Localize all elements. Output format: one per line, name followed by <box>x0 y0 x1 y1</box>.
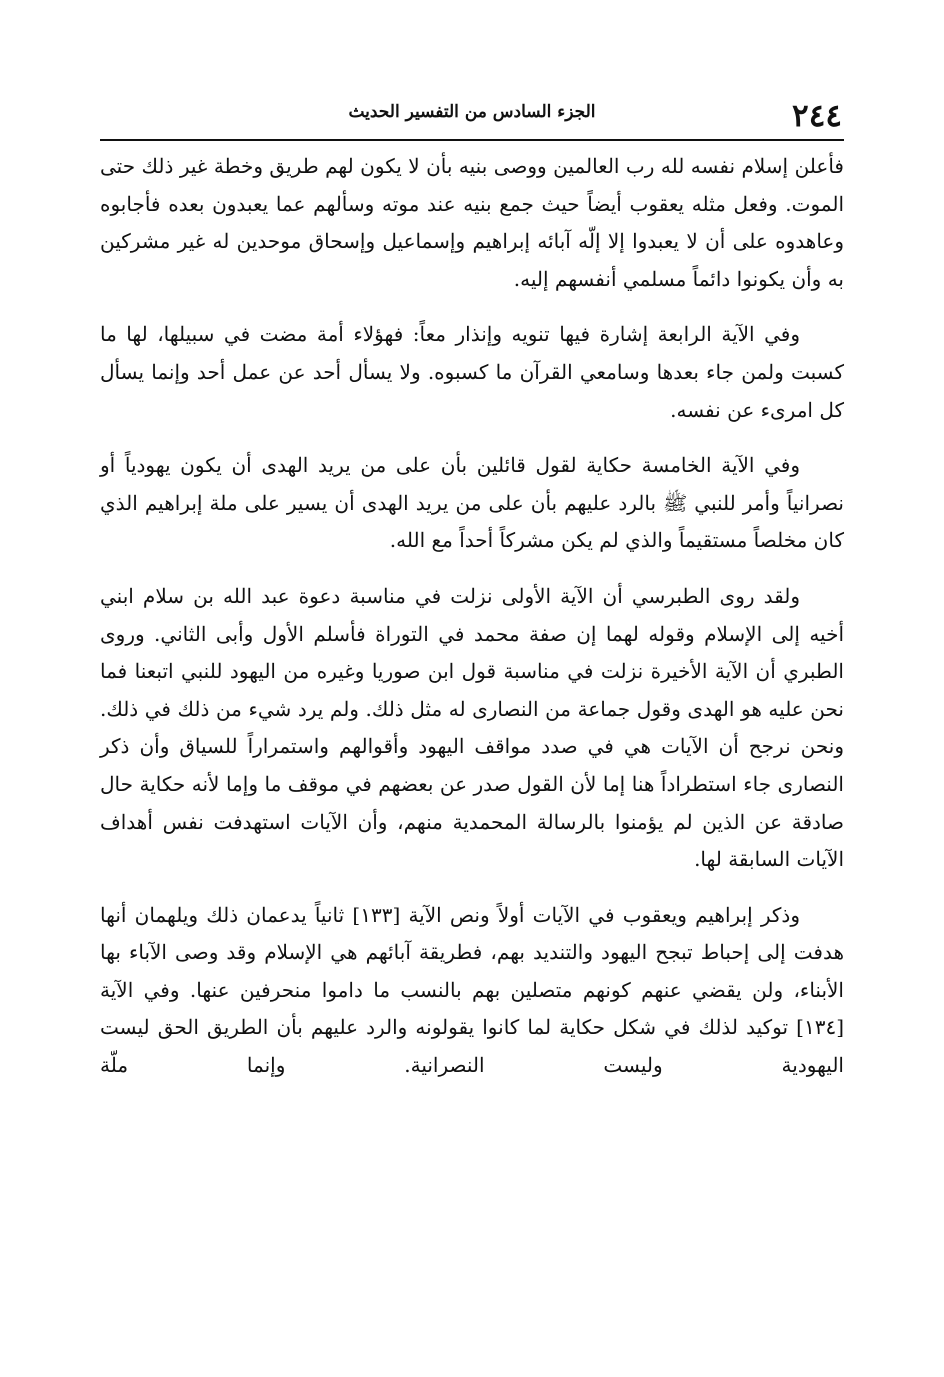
paragraph-5: وذكر إبراهيم ويعقوب في الآيات أولاً ونص الآية [١٣٣] ثانياً يدعمان ذلك ويلهمان أنها هدفت إلى إحباط تبجح اليهود والتنديد بهم، فطريقة آبائهم هي الإسلام وقد وصى الآباء بها الأبناء، ولن يقضي عنهم كونهم متصلين بهم بالنسب ما داموا منحرفين عنها. وفي الآية [١٣٤] توكيد لذلك في شكل حكاية لما كانوا يقولونه والرد عليهم بأن الطريق الحق ليست اليهودية وليست النصرانية. وإنما ملّة <box>100 902 844 1078</box>
paragraph-1: فأعلن إسلام نفسه لله رب العالمين ووصى بنيه بأن لا يكون لهم طريق وخطة غير ذلك حتى الموت. وفعل مثله يعقوب أيضاً حيث جمع بنيه عند موته وسألهم عما يعبدون بعده فأجابوه وعاهدوه على أن لا يعبدوا إلا إلّه آبائه إبراهيم وإسماعيل وإسحاق موحدين له غير مشركين به وأن يكونوا دائماً مسلمي أنفسهم إليه. <box>100 154 844 291</box>
body-text <box>100 148 844 1085</box>
page-number: ٢٤٤ <box>792 98 842 134</box>
paragraph-3: وفي الآية الخامسة حكاية لقول قائلين بأن على من يريد الهدى أن يكون يهودياً أو نصرانياً وأمر للنبي ﷺ بالرد عليهم بأن على من يريد الهدى أن يسير على ملة إبراهيم الذي كان مخلصاً مستقيماً والذي لم يكن مشركاً أحداً مع الله. <box>100 453 844 553</box>
running-title: الجزء السادس من التفسير الحديث <box>348 102 596 122</box>
header-rule <box>100 139 844 141</box>
paragraph-4: ولقد روى الطبرسي أن الآية الأولى نزلت في مناسبة دعوة عبد الله بن سلام ابني أخيه إلى الإسلام وقوله لهما إن صفة محمد في التوراة فأسلم الأول وأبى الثاني. وروى الطبري أن الآية الأخيرة نزلت في مناسبة قول ابن صوريا وغيره من اليهود للنبي اتبعنا فما نحن عليه هو الهدى وقول جماعة من النصارى له مثل ذلك. ولم يرد شيء من ذلك في ذلك. ونحن نرجح أن الآيات هي في صدد مواقف اليهود وأقوالهم واستمراراً للسياق وأن ذكر النصارى جاء استطراداً هنا إما لأن القول صدر عن بعضهم في موقف ما وإما لأنه حكاية حال صادقة عن الذين لم يؤمنوا بالرسالة المحمدية منهم، وأن الآيات استهدفت نفس أهداف الآيات السابقة لها. <box>100 583 844 872</box>
page-header <box>100 92 844 140</box>
paragraph-2: وفي الآية الرابعة إشارة فيها تنويه وإنذار معاً: فهؤلاء أمة مضت في سبيلها، لها ما كسبت ولمن جاء بعدها وسامعي القرآن ما كسبوه. ولا يسأل أحد عن عمل أحد وإنما يسأل كل امرىء عن نفسه. <box>100 322 844 422</box>
